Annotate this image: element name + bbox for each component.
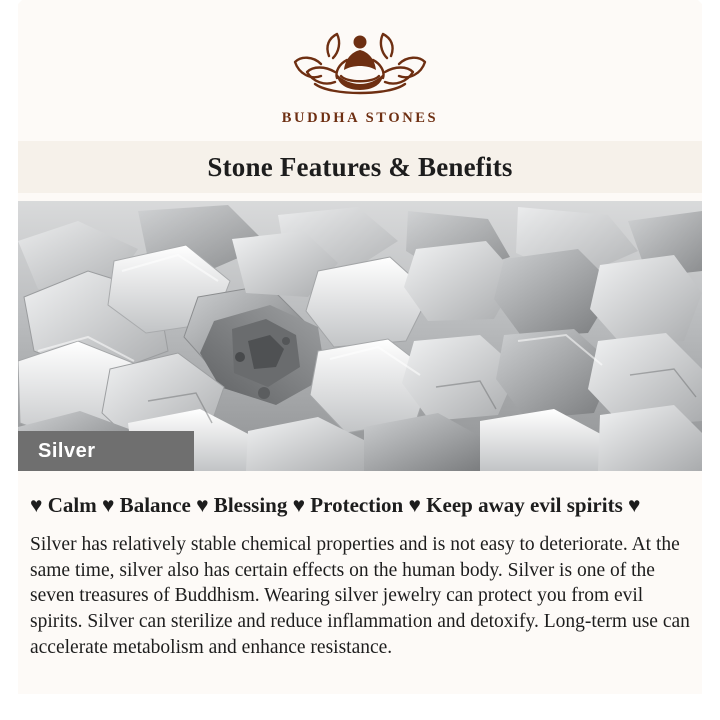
corner-decoration-bottom-right	[698, 698, 720, 720]
brand-header	[0, 0, 720, 127]
brand-name: BUDDHA STONES	[281, 110, 439, 126]
stone-name: Silver	[38, 439, 96, 462]
stone-description-section	[18, 471, 702, 661]
page-title: Stone Features & Benefits	[207, 151, 513, 182]
stone-description: Silver has relatively stable chemical properties and is not easy to deteriorate. At the same time, silver also has certain effects on the human body. Silver is one of the seven treasures of Buddhism. Wearing silver jewelry can protect you from evil spirits. Silver can sterilize and reduce inflammation and detoxify. Long-term use can accelerate metabolism and enhance resistance.	[30, 534, 690, 658]
silver-ore-photo	[18, 201, 702, 471]
right-margin-strip	[702, 0, 720, 720]
bottom-margin-strip	[0, 694, 720, 720]
stone-name-badge	[18, 431, 194, 471]
left-margin-strip	[0, 0, 18, 720]
stone-keywords: ♥ Calm ♥ Balance ♥ Blessing ♥ Protection ♥ Keep away evil spirits ♥	[30, 493, 641, 517]
lotus-meditation-icon	[285, 26, 435, 104]
section-title-band	[18, 141, 702, 193]
corner-decoration-bottom-left	[0, 698, 22, 720]
